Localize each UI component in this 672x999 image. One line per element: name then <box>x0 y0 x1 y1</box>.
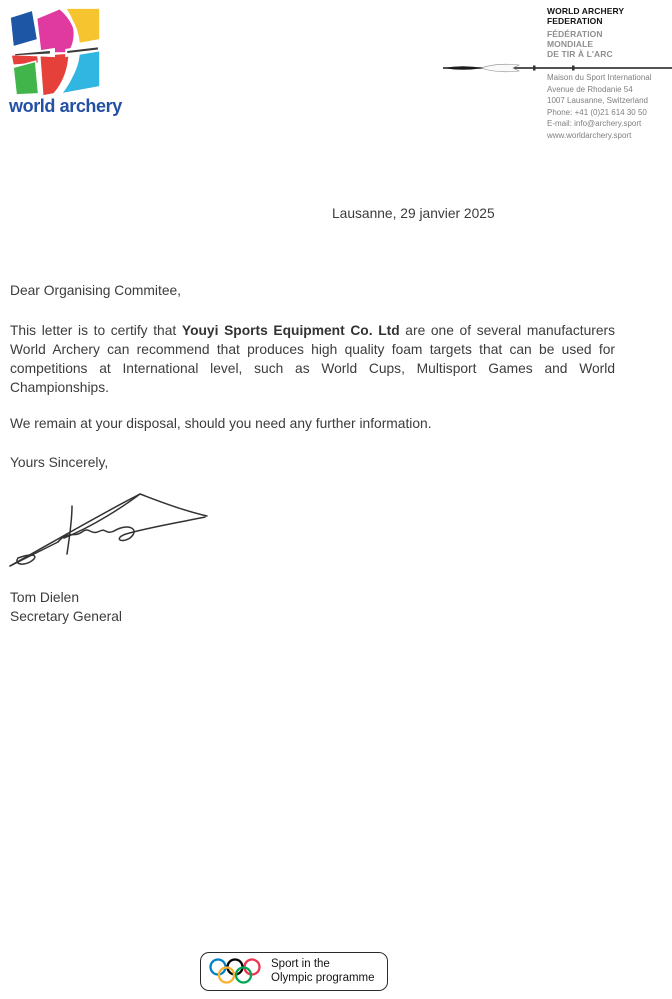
body-paragraph-2: We remain at your disposal, should you need any further information. <box>10 416 432 431</box>
arrow-nock <box>443 66 483 70</box>
signature-stroke <box>58 530 114 542</box>
address-line: Phone: +41 (0)21 614 30 50 <box>547 107 647 117</box>
olympic-rings-icon <box>209 958 261 985</box>
signature-stroke <box>140 494 207 516</box>
federation-name-fr-line3: DE TIR À L'ARC <box>547 49 613 59</box>
olympic-badge-line1: Sport in the <box>271 958 330 970</box>
logo-blue-panel <box>10 10 38 47</box>
body-paragraph-1 <box>10 321 615 397</box>
signature-stroke <box>114 517 205 541</box>
federation-name-block <box>547 6 672 59</box>
signature-block <box>10 588 122 626</box>
arrow-tick-2 <box>572 66 575 71</box>
olympic-badge-text <box>271 958 375 985</box>
arrow-fletching <box>481 64 519 72</box>
paragraph1-line3: competitions at International level, such as World Cups, Multisport Games and World <box>10 361 615 376</box>
paragraph1-line1-before: This letter is to certify that <box>10 323 182 338</box>
address-line: www.worldarchery.sport <box>547 130 632 140</box>
signer-title: Secretary General <box>10 609 122 624</box>
paragraph1-line1-after: are one of several manufacturers <box>399 323 615 338</box>
federation-name-en-line2: FEDERATION <box>547 16 603 26</box>
paragraph1-line2: World Archery can recommend that produces high quality foam targets that can be used for <box>10 342 615 357</box>
logo-green-panel <box>13 61 39 95</box>
address-line: E-mail: info@archery.sport <box>547 119 642 128</box>
paragraph1-line4: Championships. <box>10 380 109 395</box>
signer-name: Tom Dielen <box>10 590 80 605</box>
company-name-bold: Youyi Sports Equipment Co. Ltd <box>181 323 400 338</box>
olympic-programme-badge <box>200 952 388 991</box>
closing-line: Yours Sincerely, <box>10 455 109 470</box>
paragraph1-line1 <box>10 321 615 340</box>
world-archery-logo <box>8 6 128 116</box>
logo-wordmark: world archery <box>9 96 122 116</box>
signature-stroke <box>67 506 72 554</box>
federation-name-en-line1: WORLD ARCHERY <box>547 6 625 16</box>
address-line: Maison du Sport International <box>547 73 652 82</box>
federation-name-fr-line1: FÉDÉRATION <box>547 29 603 39</box>
date-line: Lausanne, 29 janvier 2025 <box>332 206 495 221</box>
address-line: Avenue de Rhodanie 54 <box>547 84 633 94</box>
world-archery-logo-icon <box>8 6 102 96</box>
signature-image <box>6 486 211 570</box>
address-block <box>547 72 672 141</box>
olympic-badge-line2: Olympic programme <box>271 971 375 984</box>
address-line: 1007 Lausanne, Switzerland <box>547 96 648 105</box>
arrow-tick-1 <box>533 66 536 71</box>
salutation: Dear Organising Commitee, <box>10 283 181 298</box>
federation-name-fr-line2: MONDIALE <box>547 39 594 49</box>
